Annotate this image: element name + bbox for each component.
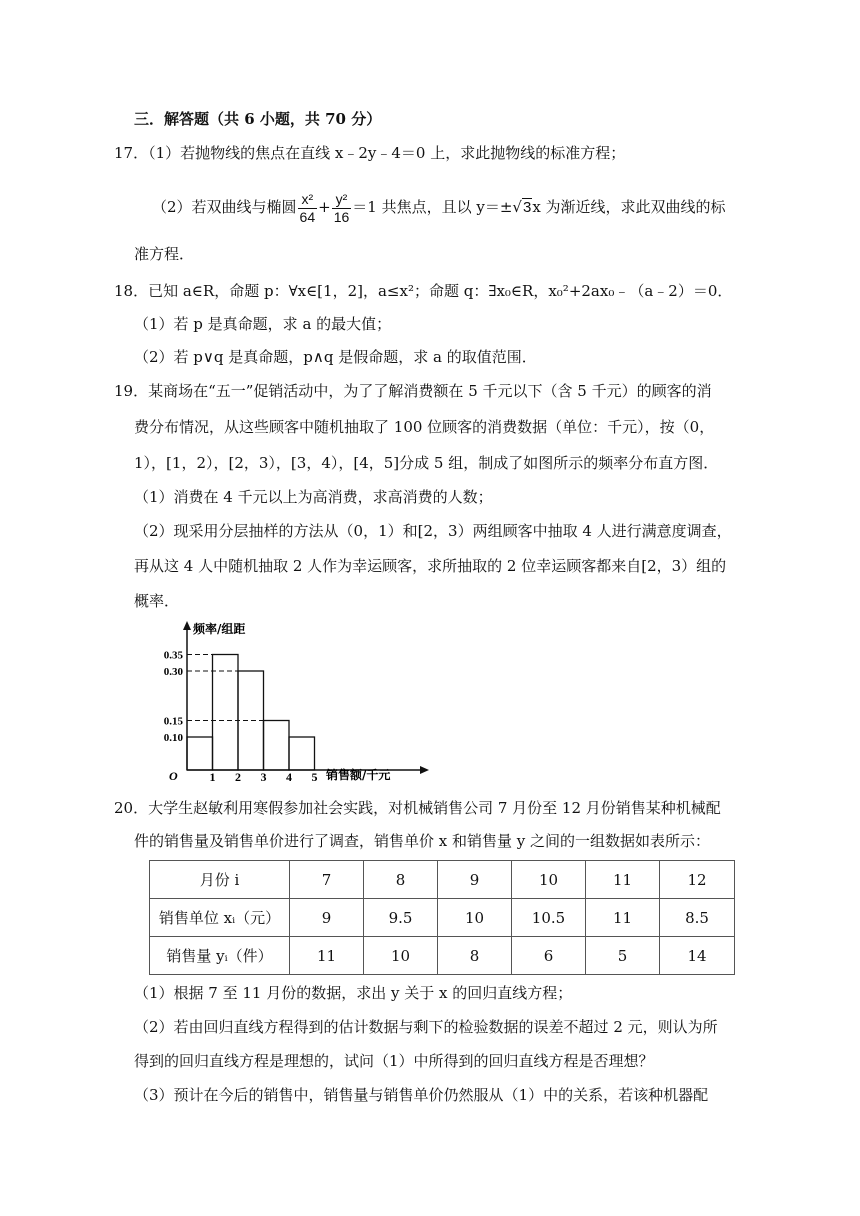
sales-data-table (149, 860, 735, 975)
sqrt-3: √3 (512, 198, 532, 216)
y-tick-label: 0.35 (163, 649, 183, 662)
q19-part2-line2: 再从这 4 人中随机抽取 2 人作为幸运顾客，求所抽取的 2 位幸运顾客都来自[2，3）组的 (134, 557, 727, 575)
x-tick-label: 4 (286, 770, 292, 784)
q19-part1: （1）消费在 4 千元以上为高消费，求高消费的人数； (134, 488, 493, 506)
q19-part2-line1: （2）现采用分层抽样的方法从（0，1）和[2，3）两组顾客中抽取 4 人进行满意度调查， (134, 522, 732, 540)
q17-part2-text-a: （2）若双曲线与椭圆 (152, 198, 297, 216)
fraction-denominator: 64 (299, 208, 316, 225)
table-cell: 8 (438, 937, 512, 975)
histogram-bar (264, 721, 290, 771)
fraction-numerator: y² (332, 191, 352, 209)
origin-label: O (169, 769, 178, 783)
q19-stem-line2: 费分布情况，从这些顾客中随机抽取了 100 位顾客的消费数据（单位：千元），按（0， (134, 418, 715, 436)
q20-part3: （3）预计在今后的销售中，销售量与销售单价仍然服从（1）中的关系，若该种机器配 (134, 1086, 709, 1104)
q19-stem-line1: 19．某商场在“五一”促销活动中，为了了解消费额在 5 千元以下（含 5 千元）的顾客的消 (114, 382, 712, 400)
table-cell: 10.5 (512, 899, 586, 937)
sqrt-radicand: 3 (522, 199, 532, 216)
table-cell: 5 (586, 937, 660, 975)
y-tick-labels (164, 650, 184, 745)
y-axis-arrow-icon (183, 621, 191, 630)
table-cell: 8 (364, 861, 438, 899)
table-header-cell: 销售单位 xᵢ（元） (150, 899, 290, 937)
q17-part2-text-c: x 为渐近线，求此双曲线的标 (532, 198, 726, 216)
table-cell: 9.5 (364, 899, 438, 937)
y-tick-label: 0.30 (163, 666, 183, 678)
q18-part1: （1）若 p 是真命题，求 a 的最大值； (134, 315, 392, 333)
frequency-histogram (162, 618, 442, 790)
table-cell: 11 (586, 861, 660, 899)
section-title: 三．解答题（共 6 小题，共 70 分） (134, 110, 382, 128)
table-cell: 7 (290, 861, 364, 899)
y-axis-label: 频率/组距 (193, 622, 246, 636)
table-header-cell: 销售量 yᵢ（件） (150, 937, 290, 975)
fraction-denominator: 16 (333, 208, 350, 225)
histogram-bar (213, 655, 239, 771)
histogram-bars (187, 655, 315, 771)
q17-part2-text-b: ＝1 共焦点，且以 y＝± (352, 198, 513, 216)
table-cell: 12 (660, 861, 735, 899)
q20-part2-line2: 得到的回归直线方程是理想的，试问（1）中所得到的回归直线方程是否理想？ (134, 1052, 654, 1070)
q19-part2-line3: 概率． (134, 592, 180, 610)
x-axis-label: 销售额/千元 (326, 768, 391, 782)
q17-part2-cont: 准方程． (134, 245, 195, 263)
q18-part2: （2）若 p∨q 是真命题，p∧q 是假命题，求 a 的取值范围． (134, 348, 537, 366)
table-cell: 10 (364, 937, 438, 975)
table-row-month (150, 861, 735, 899)
x-axis-arrow-icon (420, 766, 429, 774)
table-cell: 11 (290, 937, 364, 975)
table-row-sales-volume (150, 937, 735, 975)
table-header-cell: 月份 i (150, 861, 290, 899)
q20-stem-line1: 20．大学生赵敏利用寒假参加社会实践，对机械销售公司 7 月份至 12 月份销售某种机械配 (114, 799, 721, 817)
q20-part1: （1）根据 7 至 11 月份的数据，求出 y 关于 x 的回归直线方程； (134, 984, 573, 1002)
table-cell: 10 (512, 861, 586, 899)
x-tick-label: 3 (260, 770, 267, 784)
x-tick-label: 2 (235, 770, 241, 784)
table-cell: 11 (586, 899, 660, 937)
q19-stem-line3: 1），[1，2），[2，3），[3，4），[4，5]分成 5 组，制成了如图所示的频率分布直方图． (134, 454, 719, 472)
histogram-bar (187, 737, 213, 770)
table-cell: 9 (290, 899, 364, 937)
x-tick-labels (210, 770, 318, 784)
y-tick-label: 0.10 (163, 732, 183, 744)
x-tick-label: 1 (209, 770, 216, 784)
q18-stem: 18．已知 a∈R，命题 p：∀x∈[1，2]，a≤x²；命题 q：∃x₀∈R，x₀²+2ax₀﹣（a﹣2）＝0． (114, 282, 733, 300)
plus-sign: + (318, 198, 331, 216)
table-row-unit-price (150, 899, 735, 937)
fraction-numerator: x² (298, 191, 318, 209)
fraction-y2-over-16 (332, 191, 352, 226)
table-cell: 9 (438, 861, 512, 899)
q17-part2 (152, 187, 726, 227)
q20-stem-line2: 件的销售量及销售单价进行了调查，销售单价 x 和销售量 y 之间的一组数据如表所示： (134, 832, 711, 850)
table-cell: 14 (660, 937, 735, 975)
x-tick-label: 5 (311, 770, 318, 784)
histogram-bar (289, 737, 315, 770)
table-cell: 6 (512, 937, 586, 975)
table-cell: 10 (438, 899, 512, 937)
y-tick-label: 0.15 (163, 715, 183, 728)
q17-part1: 17．（1）若抛物线的焦点在直线 x﹣2y﹣4＝0 上，求此抛物线的标准方程； (114, 144, 626, 162)
q20-part2-line1: （2）若由回归直线方程得到的估计数据与剩下的检验数据的误差不超过 2 元，则认为所 (134, 1018, 718, 1036)
fraction-x2-over-64 (298, 191, 318, 226)
table-cell: 8.5 (660, 899, 735, 937)
